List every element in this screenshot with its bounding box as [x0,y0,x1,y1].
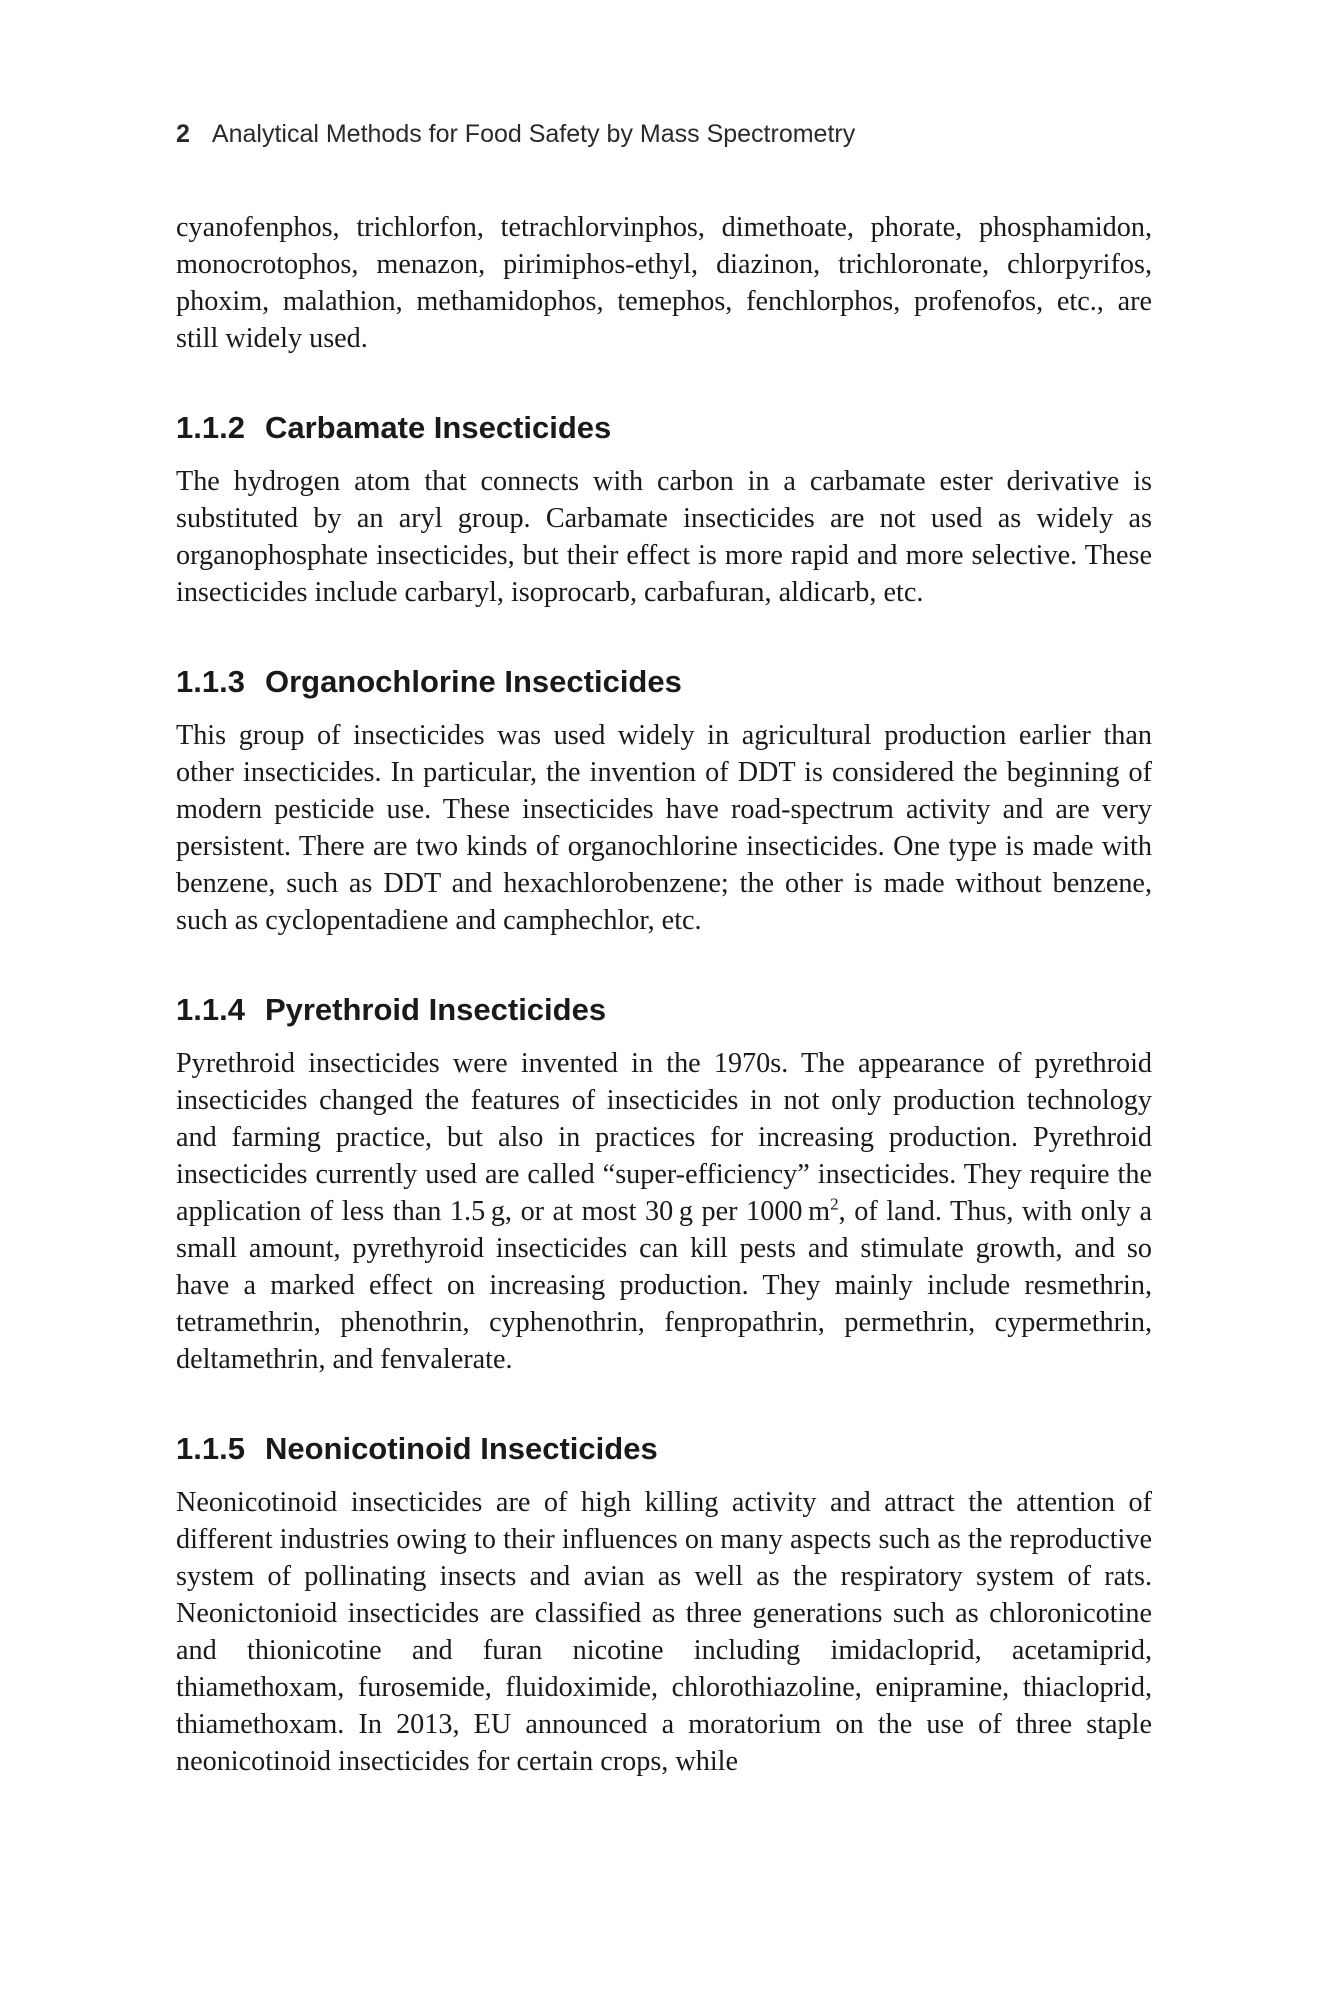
section-number: 1.1.3 [176,664,245,699]
intro-paragraph: cyanofenphos, trichlorfon, tetrachlorvinphos, dimethoate, phorate, phosphamidon, monocrotophos, menazon, pirimiphos-ethyl, diazinon, trichloronate, chlorpyrifos, phoxim, malathion, methamidophos, temephos, fenchlorphos, profenofos, etc., are still widely used. [176,212,1152,354]
section-paragraph-organochlorine: This group of insecticides was used widely in agricultural production earlier than other insecticides. In particular, the invention of DDT is considered the beginning of modern pesticide use. These insecticides have road-spectrum activity and are very persistent. There are two kinds of organochlorine insecticides. One type is made with benzene, such as DDT and hexachlorobenzene; the other is made without benzene, such as cyclopentadiene and camphechlor, etc. [176,720,1152,936]
section-paragraph-carbamate: The hydrogen atom that connects with carbon in a carbamate ester derivative is substituted by an aryl group. Carbamate insecticides are not used as widely as organophosphate insecticides, but their effect is more rapid and more selective. These insecticides include carbaryl, isoprocarb, carbafuran, aldicarb, etc. [176,466,1152,608]
margin-watermark [2,276,12,346]
section-title: Carbamate Insecticides [264,410,612,445]
section-number: 1.1.5 [176,1431,245,1466]
section-paragraph-pyrethroid [176,1045,1152,1378]
section-title: Organochlorine Insecticides [264,664,682,699]
section-number: 1.1.4 [176,992,245,1027]
section-title: Neonicotinoid Insecticides [264,1431,658,1466]
section-heading-pyrethroid [176,991,1152,1029]
section-heading-carbamate [176,409,1152,447]
paragraph-text-part: Pyrethroid insecticides were invented in the 1970s. The appearance of pyrethroid insecticides changed the features of insecticides in not only production technology and farming practice, but also in practices for increasing production. Pyrethroid insecticides currently used are called “super-efficiency” insecticides. They require the application of less than 1.5 g, or at most 30 g per 1000 m [176,1048,1152,1227]
paragraph-text-part: , of land. Thus, with only a small amount, pyrethyroid insecticides can kill pests and stimulate growth, and so have a marked effect on increasing production. They mainly include resmethrin, tetramethrin, phenothrin, cyphenothrin, fenpropathrin, permethrin, cypermethrin, deltamethrin, and fenvalerate. [176,1196,1152,1375]
section-heading-organochlorine [176,663,1152,701]
section-heading-neonicotinoid [176,1430,1152,1468]
section-paragraph-neonicotinoid: Neonicotinoid insecticides are of high killing activity and attract the attention of different industries owing to their influences on many aspects such as the reproductive system of pollinating insects and avian as well as the respiratory system of rats. Neonictonioid insecticides are classified as three generations such as chloronicotine and thionicotine and furan nicotine including imidacloprid, acetamiprid, thiamethoxam, furosemide, fluidoximide, chlorothiazoline, enipramine, thiacloprid, thiamethoxam. In 2013, EU announced a moratorium on the use of three staple neonicotinoid insecticides for certain crops, while [176,1487,1152,1777]
page-number: 2 [176,120,190,148]
section-title: Pyrethroid Insecticides [264,992,607,1027]
running-head [176,120,855,149]
superscript-exponent: 2 [830,1194,839,1214]
running-title: Analytical Methods for Food Safety by Mass Spectrometry [211,120,856,148]
body-text [176,209,1152,1780]
section-number: 1.1.2 [176,410,245,445]
